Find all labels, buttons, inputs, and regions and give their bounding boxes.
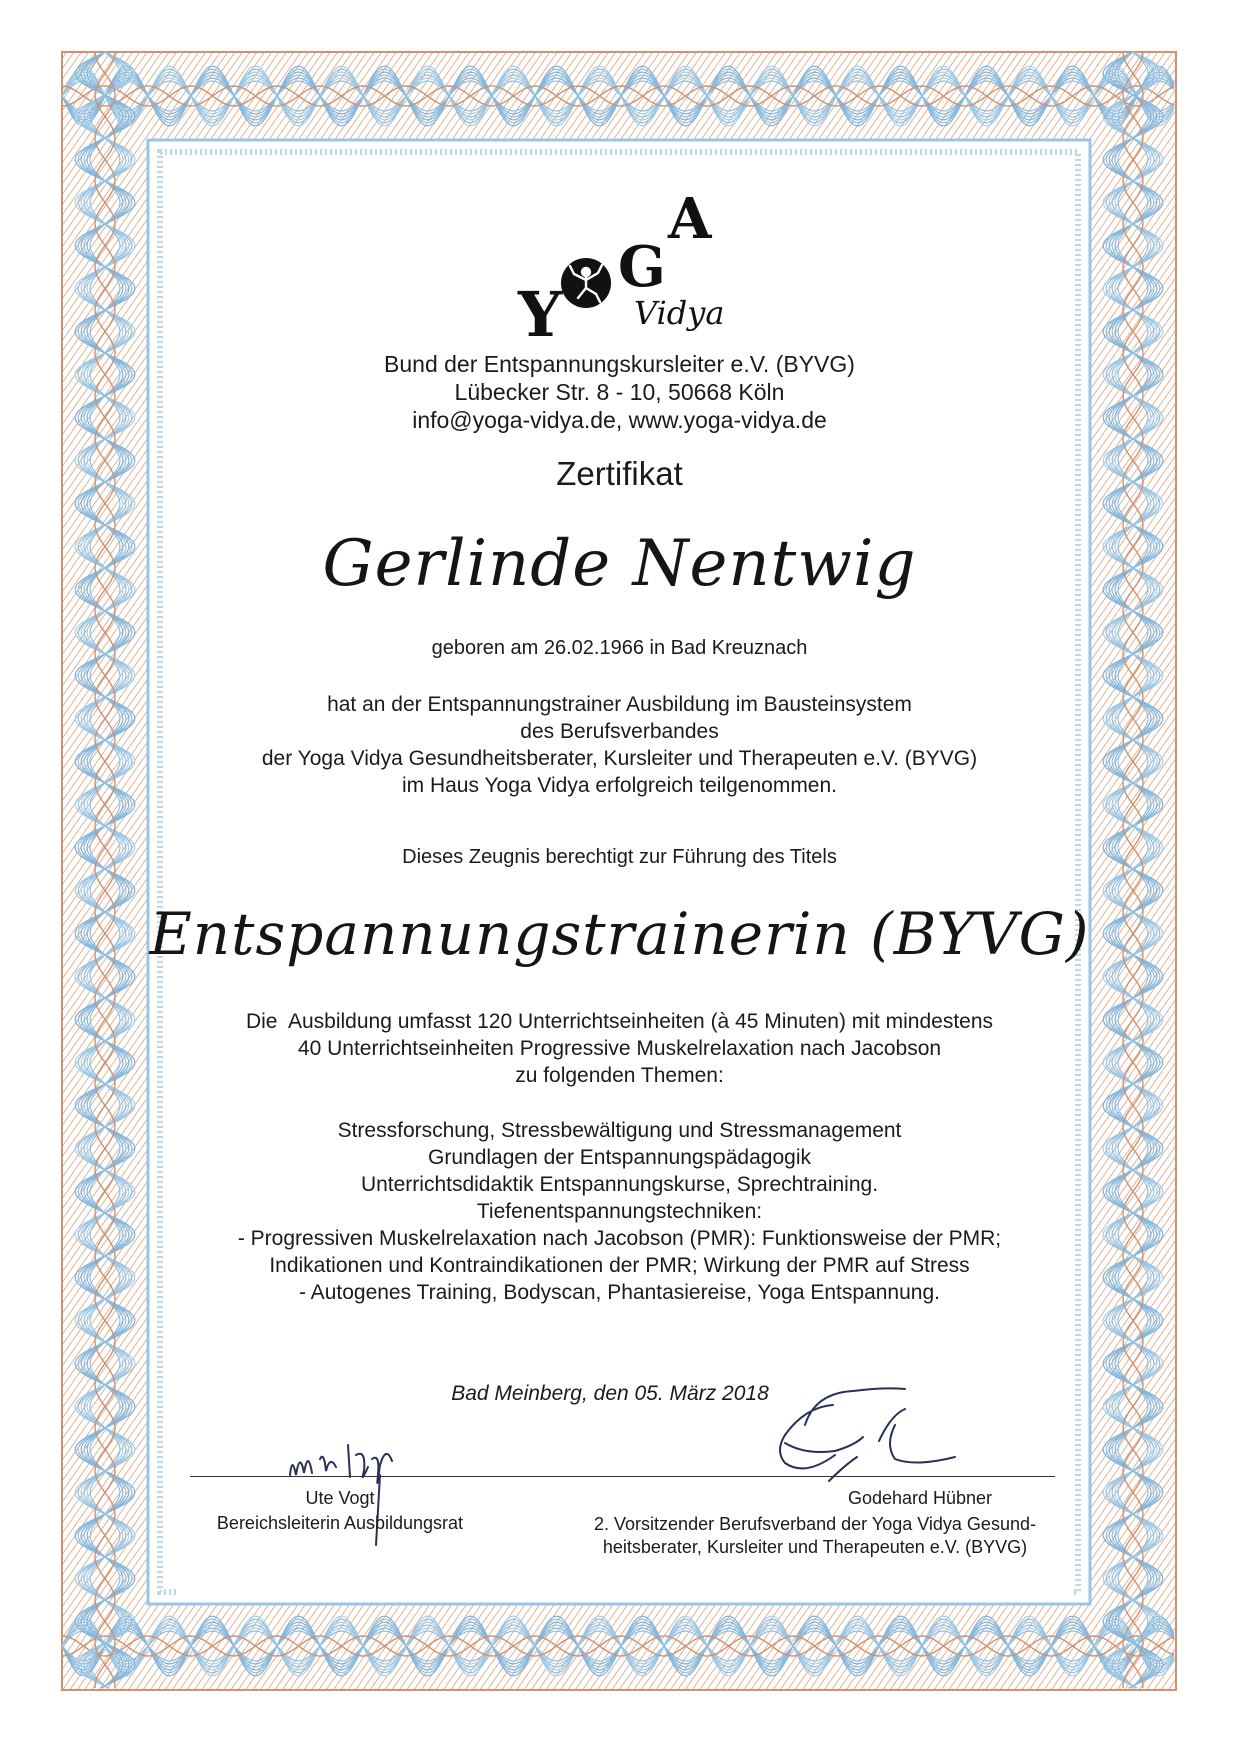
signature-line — [190, 1476, 1055, 1477]
topic-line: Grundlagen der Entspannungspädagogik — [428, 1146, 811, 1169]
participation-statement — [0, 691, 1239, 799]
yoga-vidya-logo — [500, 188, 740, 348]
organization-address: Lübecker Str. 8 - 10, 50668 Köln — [454, 379, 785, 405]
degree-title: Entspannungstrainerin (BYVG) — [149, 900, 1090, 968]
participation-line: im Haus Yoga Vidya erfolgreich teilgenommen. — [401, 774, 838, 797]
signatory-left-role: Bereichsleiterin Ausbildungsrat — [216, 1513, 464, 1533]
scope-line: zu folgenden Themen: — [515, 1064, 724, 1087]
signatory-right-role — [570, 1513, 1060, 1559]
recipient-name: Gerlinde Nentwig — [322, 527, 917, 601]
organization-header — [0, 350, 1239, 434]
logo-subtitle: Vidya — [634, 294, 725, 332]
topic-line: Tiefenentspannungstechniken: — [476, 1200, 763, 1223]
certificate-title: Zertifikat — [556, 455, 683, 492]
topic-line: Unterrichtsdidaktik Entspannungskurse, Sprechtraining. — [360, 1173, 879, 1196]
signature-left-handwriting — [280, 1415, 430, 1555]
signatory-right-role-line: heitsberater, Kursleiter und Therapeuten e.V. (BYVG) — [602, 1537, 1028, 1557]
participation-line: der Yoga Vidya Gesundheitsberater, Kursleiter und Therapeuten e.V. (BYVG) — [261, 747, 978, 770]
signatory-right-name: Godehard Hübner — [847, 1488, 993, 1508]
participation-line: hat an der Entspannungstrainer Ausbildung im Bausteinsystem — [327, 693, 912, 716]
logo-letter-y: Y — [518, 278, 563, 348]
signature-right-handwriting — [745, 1385, 985, 1495]
participation-line: des Berufsverbandes — [520, 720, 719, 743]
place-and-date: Bad Meinberg, den 05. März 2018 — [451, 1382, 769, 1405]
topic-line: - Progressiven Muskelrelaxation nach Jacobson (PMR): Funktionsweise der PMR; — [237, 1227, 1002, 1250]
organization-contact: info@yoga-vidya.de, www.yoga-vidya.de — [412, 407, 827, 433]
topic-line: Stressforschung, Stressbewältigung und Stressmanagement — [337, 1119, 902, 1142]
logo-letter-a: A — [668, 188, 712, 252]
birth-info: geboren am 26.02.1966 in Bad Kreuznach — [431, 637, 808, 659]
training-scope — [0, 1008, 1239, 1089]
organization-name: Bund der Entspannungskursleiter e.V. (BYVG) — [384, 351, 855, 377]
entitlement-statement: Dieses Zeugnis berechtigt zur Führung des Titels — [402, 846, 837, 868]
topic-line: Indikationen und Kontraindikationen der PMR; Wirkung der PMR auf Stress — [269, 1254, 970, 1277]
scope-line: Die Ausbildung umfasst 120 Unterrichtseinheiten (à 45 Minuten) mit mindestens — [245, 1010, 994, 1033]
topics-list — [0, 1117, 1239, 1306]
signatory-left-name: Ute Vogt — [305, 1488, 375, 1508]
scope-line: 40 Unterrichtseinheiten Progressive Muskelrelaxation nach Jacobson — [297, 1037, 942, 1060]
signatory-right-role-line: 2. Vorsitzender Berufsverband der Yoga Vidya Gesund- — [594, 1514, 1036, 1534]
logo-letter-g: G — [618, 234, 666, 300]
topic-line: - Autogenes Training, Bodyscan, Phantasiereise, Yoga Entspannung. — [299, 1281, 940, 1304]
